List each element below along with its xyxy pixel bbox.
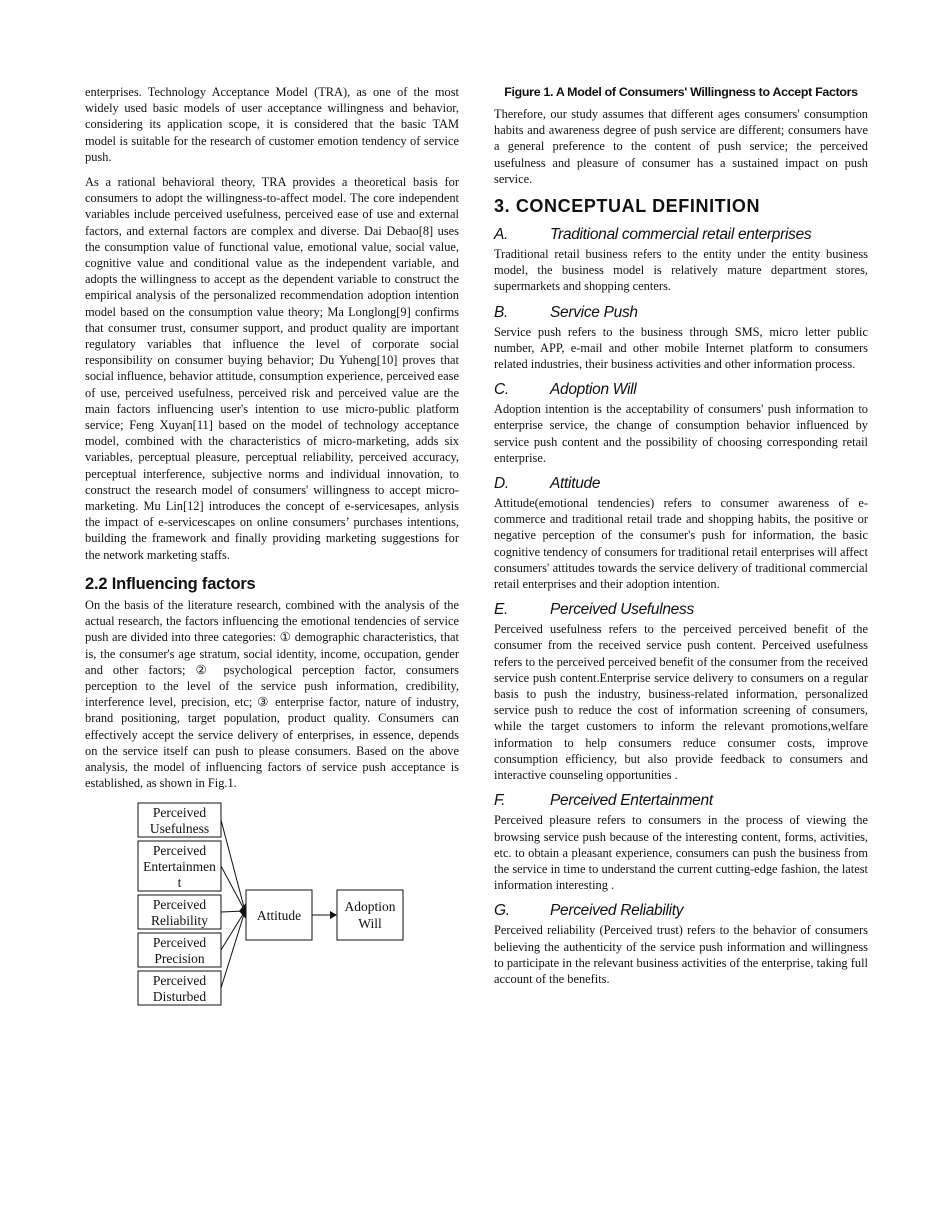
definition-perceived-usefulness: Perceived usefulness refers to the perceived perceived benefit of the consumer from the received service push content. Perceived usefulness refers to the perceived perceived benefit of the consumer from the received service push content.Enterprise service delivery to consumers on a regular basis to push the industry, business-related information, personalized service push to reduce the cost of information screening of consumers, while the target customers to inform the relevant promotions,welfare information to help consumers reduce consumer costs, improve consumption efficiency, but also provide feedback to consumers and interactive counseling opportunities .	[494, 622, 868, 783]
subsection-heading-f: F. Perceived Entertainment	[494, 792, 713, 810]
factor-label-disturbed-line1: Perceived	[152, 973, 207, 989]
adoption-arrowhead	[330, 911, 337, 919]
influencing-factors-paragraph: On the basis of the literature research, combined with the analysis of the actual research, the factors influencing the emotional tendencies of service push are divided into three categories: ① demographic characteristics, that is, the consumer's age stratum, social identity, income, occupation, gender and other factors; ② psychological perception factor, consumers perception to the level of the service push information, credibility, interference level, precision, etc; ③ enterprise factor, nature of industry, brand positioning, target population, product quality. Consumers can effectively accept the service delivery of enterprises, in essence, depends on the service itself can push to please consumers. Based on the above analysis, the model of influencing factors of service push acceptance is established, as shown in Fig.1.	[85, 597, 459, 791]
subsection-heading-e: E. Perceived Usefulness	[494, 601, 694, 619]
section-heading-conceptual-definition: 3. CONCEPTUAL DEFINITION	[494, 196, 761, 217]
factor-label-entertainment-line3: t	[177, 875, 182, 891]
factor-label-entertainment-line2: Entertainmen	[143, 859, 216, 875]
subsection-heading-d: D. Attitude	[494, 475, 601, 493]
factor-label-disturbed-line2: Disturbed	[152, 989, 207, 1005]
definition-attitude: Attitude(emotional tendencies) refers to consumer awareness of e-commerce and traditional retail trade and shopping habits, the positive or negative perception of the consumer's push for information, the basic cognitive tendency of consumers for traditional retail enterprises will affect consumers' attitudes towards the service delivery of traditional commercial retail enterprises and their adoption intention.	[494, 496, 868, 592]
adoption-label-line2: Will	[358, 916, 382, 932]
definition-adoption-will: Adoption intention is the acceptability of consumers' push information to enterprise service, the change of consumption behavior influenced by service push content and the possibility of choosing corresponding retail enterprise.	[494, 402, 868, 465]
factor-label-entertainment-line1: Perceived	[152, 843, 207, 859]
factor-label-precision-line1: Perceived	[152, 935, 207, 951]
section-heading-influencing-factors: 2.2 Influencing factors	[85, 574, 256, 593]
adoption-will-box	[337, 890, 403, 940]
subsection-heading-c: C. Adoption Will	[494, 381, 637, 399]
factor-label-reliability-line1: Perceived	[152, 897, 207, 913]
definition-service-push: Service push refers to the business through SMS, micro letter public number, APP, e-mail and other mobile Internet platform to consumers related industries, their business activities and other information process.	[494, 324, 868, 372]
definition-retail-enterprises: Traditional retail business refers to the entity under the entity business model, the business model is relatively mature department stores, supermarkets and shopping centers.	[494, 247, 868, 294]
connector-disturbed	[221, 911, 245, 988]
subsection-heading-g: G. Perceived Reliability	[494, 902, 684, 920]
factor-label-precision-line2: Precision	[154, 951, 205, 967]
model-diagram	[85, 800, 459, 1014]
therefore-paragraph: Therefore, our study assumes that different ages consumers' consumption habits and awareness degree of push service are different; consumers have a general preference to the content of push service; the perceived usefulness and pleasure of consumer has a sustained impact on push service.	[494, 107, 868, 186]
connector-usefulness	[221, 820, 245, 911]
subsection-heading-b: B. Service Push	[494, 303, 638, 321]
factor-label-usefulness-line2: Usefulness	[149, 821, 210, 837]
definition-perceived-reliability: Perceived reliability (Perceived trust) refers to the behavior of consumers believing the authenticity of the service push information and willingness to participate in the relevant business activities of the enterprise, taking full account of the benefits.	[494, 923, 868, 986]
right-column	[494, 84, 868, 996]
figure-caption: Figure 1. A Model of Consumers' Willingness to Accept Factors	[504, 85, 858, 99]
factor-label-reliability-line2: Reliability	[151, 913, 208, 929]
tra-theory-paragraph: As a rational behavioral theory, TRA provides a theoretical basis for consumers to adopt the willingness-to-affect model. The core independent variables include perceived usefulness, perceived ease of use and external factors, and external factors are complex and diverse. Dai Debao[8] uses the consumption value of functional value, emotional value, social value, cognitive value and conditional value as the independent variable, and adopts the willingness to accept as the dependent variable to construct the empirical analysis of the personalized recommendation adoption intention model based on the consumption value theory; Ma Longlong[9] confirms that consumer trust, consumer support, and product quality are important regulatory variables that influence the level of corporate social responsibility on consumer buying behavior; Du Yuheng[10] proves that social influence, behavior attitude, consumption experience, perceived ease of use, perceived usefulness, perceived risk and perceived value are the main factors influencing user's intention to use micro-public platform service; Feng Xuyan[11] based on the model of technology acceptance model, combined with the characteristics of micro-marketing, adds six variables, perceptual pleasure, perceptual reliability, perceived accuracy, perceptual interference, subjective norms and individual innovation, to construct the research model of consumers' willingness to accept micro-marketing. Mu Lin[12] introduces the concept of e-servicesapes, anlysis the impact of e-servicescapes on online consumers’ purchases intentions, building the framework and finally providing marketing suggestions for the network marketing staffs.	[85, 175, 459, 562]
attitude-label: Attitude	[256, 908, 302, 924]
left-column	[85, 84, 459, 1014]
adoption-label-line1: Adoption	[344, 899, 396, 915]
subsection-heading-a: A. Traditional commercial retail enterprises	[494, 226, 812, 244]
intro-paragraph: enterprises. Technology Acceptance Model (TRA), as one of the most widely used basic models of user acceptance willingness and behavior, considering its application scope, it is considered that the basic TAM model is suitable for the research of customer emotion tendency of service push.	[85, 85, 459, 164]
factor-label-usefulness-line1: Perceived	[152, 805, 207, 821]
connector-entertainment	[221, 866, 245, 911]
connector-precision	[221, 911, 245, 950]
definition-perceived-entertainment: Perceived pleasure refers to consumers in the process of viewing the browsing service push because of the interesting content, forms, activities, etc. to obtain a pleasant experience, consumers can push the business from the service in time to understand the current cutting-edge fashion, the latest information interesting .	[494, 813, 868, 893]
